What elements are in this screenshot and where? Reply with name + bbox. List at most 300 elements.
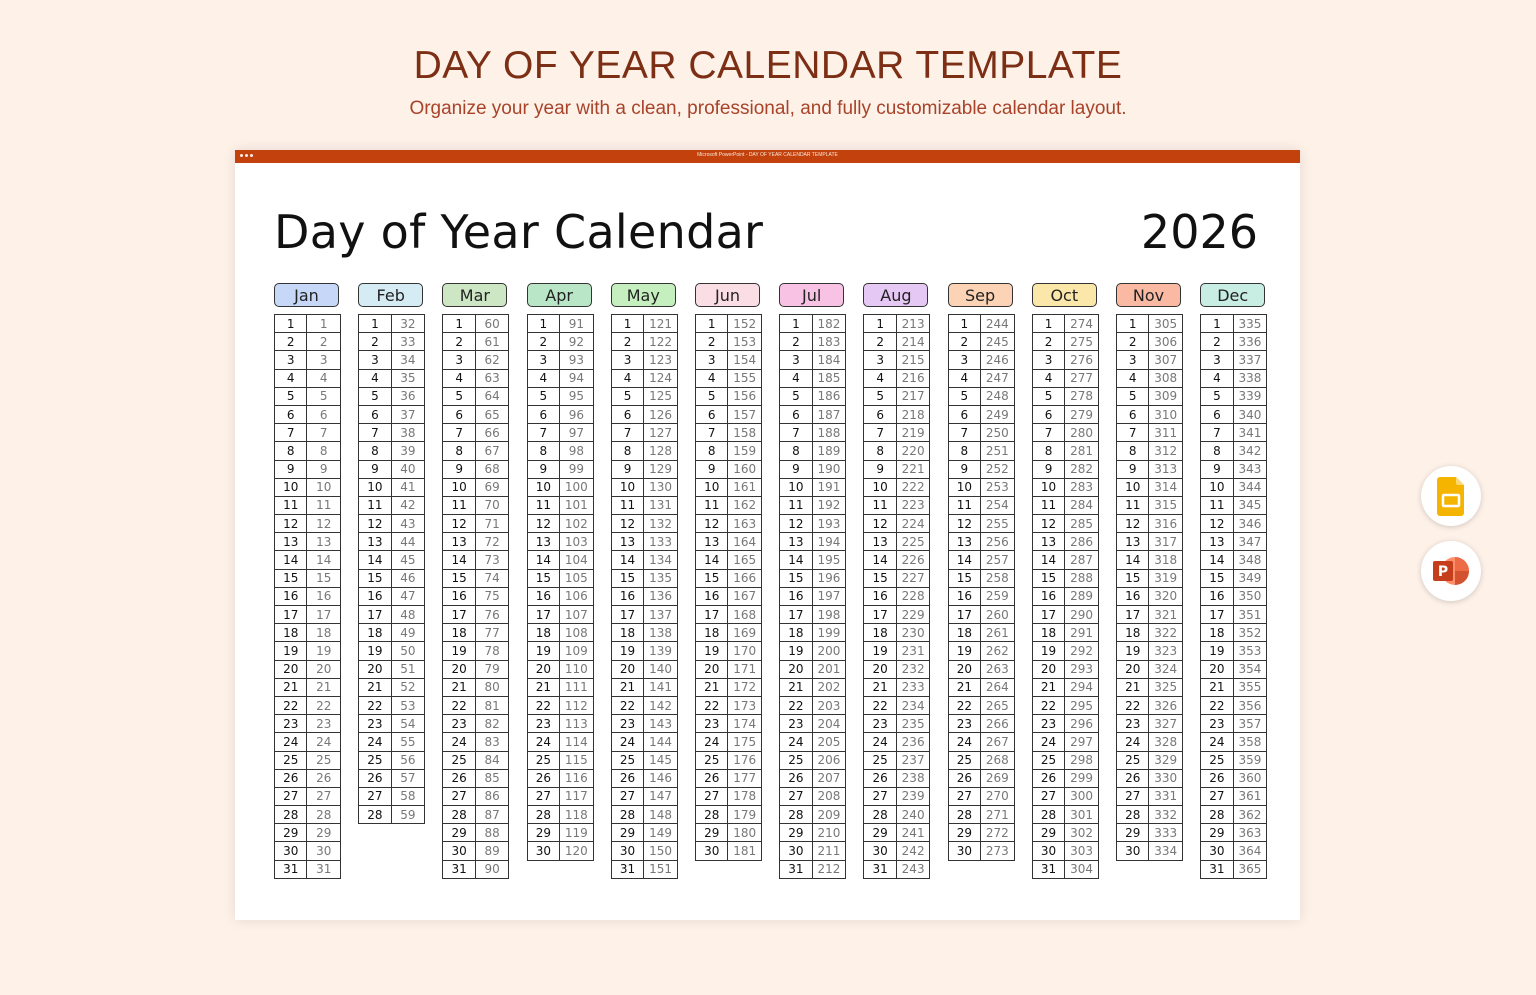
day-of-year-cell: 174	[728, 715, 762, 733]
table-row	[1117, 496, 1183, 514]
day-of-month-cell: 10	[1201, 478, 1233, 496]
day-of-year-cell: 97	[560, 424, 594, 442]
day-of-month-cell: 16	[1032, 587, 1064, 605]
day-of-month-cell: 17	[275, 606, 307, 624]
day-of-year-cell: 76	[475, 606, 509, 624]
day-of-month-cell: 4	[1032, 369, 1064, 387]
table-row	[359, 424, 425, 442]
day-of-year-cell: 256	[981, 533, 1015, 551]
day-of-month-cell: 21	[864, 678, 896, 696]
table-row	[696, 351, 762, 369]
table-row	[527, 642, 593, 660]
day-of-year-cell: 85	[475, 769, 509, 787]
month-table	[358, 314, 425, 824]
day-of-month-cell: 27	[359, 787, 391, 805]
day-of-year-cell: 246	[981, 351, 1015, 369]
day-of-year-cell: 292	[1065, 642, 1099, 660]
month-table	[695, 314, 762, 861]
day-of-year-cell: 65	[475, 405, 509, 423]
table-row	[359, 333, 425, 351]
day-of-month-cell: 21	[611, 678, 643, 696]
day-of-month-cell: 21	[1032, 678, 1064, 696]
day-of-year-cell: 112	[560, 696, 594, 714]
day-of-year-cell: 154	[728, 351, 762, 369]
day-of-year-cell: 180	[728, 824, 762, 842]
day-of-year-cell: 141	[644, 678, 678, 696]
table-row	[443, 678, 509, 696]
day-of-month-cell: 9	[780, 460, 812, 478]
day-of-year-cell: 264	[981, 678, 1015, 696]
table-row	[443, 515, 509, 533]
table-row	[864, 806, 930, 824]
day-of-month-cell: 15	[780, 569, 812, 587]
table-row	[696, 660, 762, 678]
day-of-year-cell: 134	[644, 551, 678, 569]
day-of-year-cell: 233	[896, 678, 930, 696]
day-of-month-cell: 15	[1117, 569, 1149, 587]
day-of-month-cell: 26	[359, 769, 391, 787]
day-of-month-cell: 30	[611, 842, 643, 860]
month-header: Sep	[948, 283, 1013, 307]
table-row	[527, 442, 593, 460]
table-row	[275, 533, 341, 551]
day-of-month-cell: 11	[359, 496, 391, 514]
day-of-month-cell: 16	[611, 587, 643, 605]
table-row	[527, 424, 593, 442]
day-of-year-cell: 98	[560, 442, 594, 460]
day-of-month-cell: 10	[696, 478, 728, 496]
table-row	[1201, 696, 1267, 714]
day-of-year-cell: 17	[307, 606, 341, 624]
day-of-month-cell: 3	[527, 351, 559, 369]
day-of-month-cell: 4	[864, 369, 896, 387]
day-of-month-cell: 7	[1032, 424, 1064, 442]
day-of-year-cell: 172	[728, 678, 762, 696]
day-of-year-cell: 298	[1065, 751, 1099, 769]
table-row	[275, 405, 341, 423]
table-row	[948, 315, 1014, 333]
table-row	[1032, 769, 1098, 787]
day-of-year-cell: 202	[812, 678, 846, 696]
day-of-month-cell: 30	[1032, 842, 1064, 860]
table-row	[948, 533, 1014, 551]
day-of-year-cell: 121	[644, 315, 678, 333]
day-of-month-cell: 30	[1201, 842, 1233, 860]
table-row	[864, 569, 930, 587]
day-of-month-cell: 9	[1117, 460, 1149, 478]
table-row	[780, 624, 846, 642]
table-row	[443, 769, 509, 787]
table-row	[611, 405, 677, 423]
day-of-month-cell: 6	[1117, 405, 1149, 423]
day-of-month-cell: 23	[948, 715, 980, 733]
month-table	[779, 314, 846, 879]
table-row	[948, 696, 1014, 714]
table-row	[696, 751, 762, 769]
day-of-month-cell: 15	[948, 569, 980, 587]
table-row	[1032, 333, 1098, 351]
day-of-year-cell: 128	[644, 442, 678, 460]
day-of-year-cell: 88	[475, 824, 509, 842]
day-of-month-cell: 23	[1117, 715, 1149, 733]
day-of-month-cell: 23	[611, 715, 643, 733]
day-of-year-cell: 260	[981, 606, 1015, 624]
day-of-year-cell: 302	[1065, 824, 1099, 842]
day-of-month-cell: 1	[864, 315, 896, 333]
day-of-year-cell: 156	[728, 387, 762, 405]
table-row	[359, 551, 425, 569]
table-row	[864, 442, 930, 460]
day-of-month-cell: 3	[275, 351, 307, 369]
day-of-year-cell: 79	[475, 660, 509, 678]
table-row	[359, 678, 425, 696]
day-of-year-cell: 18	[307, 624, 341, 642]
day-of-month-cell: 7	[359, 424, 391, 442]
table-row	[864, 606, 930, 624]
day-of-month-cell: 24	[780, 733, 812, 751]
table-row	[443, 606, 509, 624]
table-row	[611, 424, 677, 442]
day-of-year-cell: 294	[1065, 678, 1099, 696]
table-row	[1117, 387, 1183, 405]
day-of-year-cell: 328	[1149, 733, 1183, 751]
day-of-month-cell: 23	[696, 715, 728, 733]
day-of-month-cell: 29	[275, 824, 307, 842]
day-of-month-cell: 16	[696, 587, 728, 605]
table-row	[1032, 442, 1098, 460]
day-of-year-cell: 314	[1149, 478, 1183, 496]
day-of-year-cell: 321	[1149, 606, 1183, 624]
day-of-year-cell: 210	[812, 824, 846, 842]
table-row	[780, 442, 846, 460]
day-of-year-cell: 205	[812, 733, 846, 751]
table-row	[1117, 369, 1183, 387]
day-of-month-cell: 31	[864, 860, 896, 878]
day-of-month-cell: 25	[948, 751, 980, 769]
day-of-year-cell: 303	[1065, 842, 1099, 860]
table-row	[359, 624, 425, 642]
powerpoint-button[interactable]	[1421, 541, 1481, 601]
table-row	[1117, 405, 1183, 423]
day-of-month-cell: 19	[275, 642, 307, 660]
day-of-month-cell: 7	[527, 424, 559, 442]
table-row	[611, 333, 677, 351]
table-row	[948, 424, 1014, 442]
day-of-month-cell: 21	[527, 678, 559, 696]
day-of-year-cell: 51	[391, 660, 425, 678]
day-of-year-cell: 133	[644, 533, 678, 551]
table-row	[275, 806, 341, 824]
table-row	[275, 642, 341, 660]
day-of-year-cell: 304	[1065, 860, 1099, 878]
day-of-month-cell: 25	[1201, 751, 1233, 769]
table-row	[611, 369, 677, 387]
table-row	[696, 424, 762, 442]
table-row	[527, 733, 593, 751]
day-of-month-cell: 26	[780, 769, 812, 787]
table-row	[1117, 460, 1183, 478]
day-of-year-cell: 343	[1233, 460, 1267, 478]
table-row	[443, 806, 509, 824]
table-row	[1117, 733, 1183, 751]
day-of-month-cell: 8	[359, 442, 391, 460]
day-of-year-cell: 35	[391, 369, 425, 387]
day-of-year-cell: 37	[391, 405, 425, 423]
table-row	[611, 460, 677, 478]
day-of-year-cell: 158	[728, 424, 762, 442]
table-row	[1201, 842, 1267, 860]
day-of-month-cell: 13	[696, 533, 728, 551]
table-row	[1117, 533, 1183, 551]
month-header: Aug	[863, 283, 928, 307]
day-of-year-cell: 290	[1065, 606, 1099, 624]
day-of-month-cell: 18	[948, 624, 980, 642]
table-row	[780, 315, 846, 333]
table-row	[275, 696, 341, 714]
day-of-year-cell: 4	[307, 369, 341, 387]
table-row	[359, 642, 425, 660]
day-of-month-cell: 31	[780, 860, 812, 878]
day-of-year-cell: 49	[391, 624, 425, 642]
day-of-month-cell: 5	[527, 387, 559, 405]
day-of-month-cell: 10	[359, 478, 391, 496]
day-of-month-cell: 7	[611, 424, 643, 442]
day-of-month-cell: 2	[359, 333, 391, 351]
day-of-month-cell: 18	[275, 624, 307, 642]
table-row	[359, 442, 425, 460]
table-row	[696, 806, 762, 824]
day-of-year-cell: 201	[812, 660, 846, 678]
table-row	[1117, 696, 1183, 714]
day-of-year-cell: 252	[981, 460, 1015, 478]
day-of-year-cell: 181	[728, 842, 762, 860]
day-of-year-cell: 59	[391, 806, 425, 824]
table-row	[527, 824, 593, 842]
day-of-year-cell: 160	[728, 460, 762, 478]
day-of-year-cell: 316	[1149, 515, 1183, 533]
window-titlebar	[235, 150, 1300, 163]
table-row	[275, 333, 341, 351]
day-of-month-cell: 5	[611, 387, 643, 405]
day-of-year-cell: 261	[981, 624, 1015, 642]
table-row	[864, 678, 930, 696]
table-row	[864, 660, 930, 678]
day-of-month-cell: 13	[275, 533, 307, 551]
day-of-month-cell: 1	[1117, 315, 1149, 333]
day-of-month-cell: 16	[443, 587, 475, 605]
day-of-month-cell: 17	[864, 606, 896, 624]
day-of-month-cell: 26	[527, 769, 559, 787]
table-row	[1201, 405, 1267, 423]
day-of-year-cell: 269	[981, 769, 1015, 787]
day-of-month-cell: 30	[443, 842, 475, 860]
day-of-month-cell: 12	[611, 515, 643, 533]
day-of-year-cell: 81	[475, 696, 509, 714]
day-of-month-cell: 2	[864, 333, 896, 351]
day-of-month-cell: 16	[948, 587, 980, 605]
month-header: Jul	[779, 283, 844, 307]
table-row	[1117, 715, 1183, 733]
day-of-year-cell: 6	[307, 405, 341, 423]
table-row	[696, 405, 762, 423]
day-of-year-cell: 90	[475, 860, 509, 878]
table-row	[864, 787, 930, 805]
day-of-year-cell: 132	[644, 515, 678, 533]
table-row	[948, 660, 1014, 678]
day-of-month-cell: 24	[1117, 733, 1149, 751]
table-row	[948, 678, 1014, 696]
day-of-year-cell: 7	[307, 424, 341, 442]
table-row	[1201, 587, 1267, 605]
day-of-year-cell: 283	[1065, 478, 1099, 496]
day-of-month-cell: 1	[1032, 315, 1064, 333]
day-of-month-cell: 20	[1201, 660, 1233, 678]
day-of-year-cell: 318	[1149, 551, 1183, 569]
day-of-year-cell: 305	[1149, 315, 1183, 333]
day-of-month-cell: 12	[359, 515, 391, 533]
svg-text:P: P	[1437, 564, 1449, 580]
table-row	[275, 351, 341, 369]
table-row	[696, 787, 762, 805]
table-row	[948, 715, 1014, 733]
table-row	[1201, 606, 1267, 624]
day-of-month-cell: 4	[1117, 369, 1149, 387]
google-slides-button[interactable]	[1421, 466, 1481, 526]
day-of-month-cell: 28	[1117, 806, 1149, 824]
table-row	[611, 515, 677, 533]
day-of-month-cell: 6	[1201, 405, 1233, 423]
day-of-month-cell: 21	[359, 678, 391, 696]
day-of-month-cell: 18	[443, 624, 475, 642]
table-row	[864, 478, 930, 496]
day-of-month-cell: 17	[1201, 606, 1233, 624]
day-of-year-cell: 362	[1233, 806, 1267, 824]
day-of-month-cell: 7	[948, 424, 980, 442]
table-row	[1032, 460, 1098, 478]
day-of-year-cell: 359	[1233, 751, 1267, 769]
table-row	[1117, 442, 1183, 460]
table-row	[527, 387, 593, 405]
table-row	[864, 587, 930, 605]
table-row	[527, 751, 593, 769]
day-of-month-cell: 28	[780, 806, 812, 824]
day-of-month-cell: 24	[611, 733, 643, 751]
table-row	[443, 496, 509, 514]
day-of-year-cell: 193	[812, 515, 846, 533]
window-title: Microsoft PowerPoint - DAY OF YEAR CALENDAR TEMPLATE	[697, 152, 838, 158]
day-of-month-cell: 15	[527, 569, 559, 587]
day-of-month-cell: 15	[1032, 569, 1064, 587]
table-row	[1201, 496, 1267, 514]
table-row	[527, 787, 593, 805]
table-row	[696, 387, 762, 405]
day-of-month-cell: 23	[780, 715, 812, 733]
day-of-year-cell: 119	[560, 824, 594, 842]
day-of-year-cell: 222	[896, 478, 930, 496]
day-of-month-cell: 3	[948, 351, 980, 369]
day-of-year-cell: 167	[728, 587, 762, 605]
day-of-month-cell: 31	[611, 860, 643, 878]
day-of-year-cell: 12	[307, 515, 341, 533]
day-of-year-cell: 207	[812, 769, 846, 787]
day-of-month-cell: 18	[780, 624, 812, 642]
day-of-month-cell: 13	[359, 533, 391, 551]
day-of-month-cell: 28	[275, 806, 307, 824]
day-of-month-cell: 2	[527, 333, 559, 351]
table-row	[780, 533, 846, 551]
day-of-month-cell: 26	[864, 769, 896, 787]
day-of-month-cell: 20	[443, 660, 475, 678]
day-of-month-cell: 7	[864, 424, 896, 442]
day-of-month-cell: 4	[275, 369, 307, 387]
day-of-year-cell: 169	[728, 624, 762, 642]
table-row	[1201, 315, 1267, 333]
day-of-month-cell: 15	[275, 569, 307, 587]
table-row	[1201, 769, 1267, 787]
month-table	[1116, 314, 1183, 861]
table-row	[1201, 751, 1267, 769]
day-of-year-cell: 72	[475, 533, 509, 551]
table-row	[1032, 696, 1098, 714]
day-of-year-cell: 297	[1065, 733, 1099, 751]
day-of-year-cell: 291	[1065, 624, 1099, 642]
day-of-month-cell: 25	[780, 751, 812, 769]
table-row	[527, 405, 593, 423]
day-of-year-cell: 77	[475, 624, 509, 642]
day-of-year-cell: 117	[560, 787, 594, 805]
table-row	[948, 478, 1014, 496]
day-of-year-cell: 113	[560, 715, 594, 733]
table-row	[948, 442, 1014, 460]
table-row	[948, 333, 1014, 351]
day-of-month-cell: 8	[780, 442, 812, 460]
day-of-month-cell: 22	[359, 696, 391, 714]
table-row	[359, 387, 425, 405]
day-of-month-cell: 27	[780, 787, 812, 805]
day-of-month-cell: 10	[864, 478, 896, 496]
day-of-month-cell: 26	[948, 769, 980, 787]
day-of-month-cell: 14	[527, 551, 559, 569]
day-of-year-cell: 25	[307, 751, 341, 769]
table-row	[443, 351, 509, 369]
table-row	[864, 315, 930, 333]
day-of-year-cell: 355	[1233, 678, 1267, 696]
page-subtitle: Organize your year with a clean, professional, and fully customizable calendar layout.	[409, 98, 1127, 119]
table-row	[275, 442, 341, 460]
day-of-year-cell: 91	[560, 315, 594, 333]
day-of-month-cell: 10	[780, 478, 812, 496]
day-of-month-cell: 1	[696, 315, 728, 333]
day-of-month-cell: 7	[1201, 424, 1233, 442]
day-of-month-cell: 27	[275, 787, 307, 805]
table-row	[1117, 315, 1183, 333]
month-table	[527, 314, 594, 861]
table-row	[359, 769, 425, 787]
day-of-month-cell: 17	[359, 606, 391, 624]
table-row	[611, 642, 677, 660]
table-row	[696, 587, 762, 605]
day-of-month-cell: 24	[948, 733, 980, 751]
day-of-year-cell: 45	[391, 551, 425, 569]
month-table	[948, 314, 1015, 861]
day-of-year-cell: 309	[1149, 387, 1183, 405]
table-row	[443, 824, 509, 842]
day-of-year-cell: 137	[644, 606, 678, 624]
day-of-year-cell: 147	[644, 787, 678, 805]
day-of-month-cell: 15	[864, 569, 896, 587]
day-of-year-cell: 200	[812, 642, 846, 660]
day-of-year-cell: 312	[1149, 442, 1183, 460]
